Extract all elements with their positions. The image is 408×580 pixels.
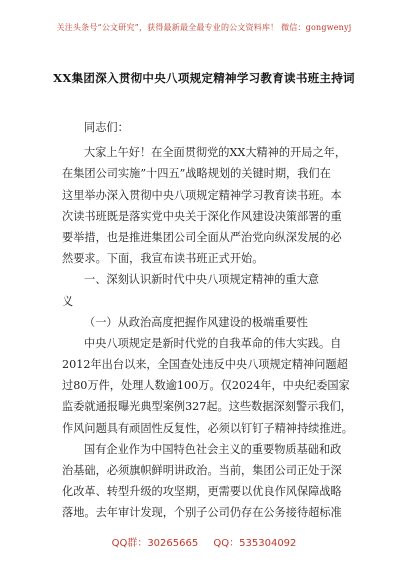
body-line: 过80万件，处理人数逾100万。仅2024年，中央纪委国家 (62, 379, 350, 393)
body-line: 化改革、转型升级的攻坚期，更需要以优良作风保障战略 (62, 485, 342, 499)
body-line: 落地。去年审计发现，个别子公司仍存在公务接待超标准 (62, 506, 342, 520)
body-line: 这里举办深入贯彻中央八项规定精神学习教育读书班。本 (62, 188, 342, 202)
body-line: 作风问题具有顽固性反复性，必须以钉钉子精神持续推进。 (62, 421, 353, 435)
document-body (62, 117, 358, 524)
body-line: 国有企业作为中国特色社会主义的重要物质基础和政 (84, 442, 342, 456)
body-line: 治基础，必须旗帜鲜明讲政治。当前，集团公司正处于深 (62, 464, 342, 477)
header-banner: 关注头条号“公文研究”，获得最新最全最专业的公文资料库！ 微信：gongwenyj (56, 23, 352, 32)
salutation: 同志们： (84, 121, 129, 134)
qq-contact-label: QQ：535304092 (213, 538, 297, 549)
body-line: 大家上午好！在全面贯彻党的XX大精神的开局之年， (84, 146, 347, 160)
body-line: 要举措，也是推进集团公司全面从严治党向纵深发展的必 (62, 230, 342, 244)
document-title: XX集团深入贯彻中央八项规定精神学习教育读书班主持词 (53, 71, 355, 85)
subsection-heading: （一）从政治高度把握作风建设的极端重要性 (84, 315, 308, 329)
qq-group-label: QQ群：30265665 (111, 538, 199, 549)
section-heading: 一、深刻认识新时代中央八项规定精神的重大意 (84, 273, 319, 287)
body-line: 2012年出台以来，全国查处违反中央八项规定精神问题超 (62, 358, 348, 372)
body-line: 中央八项规定是新时代党的自我革命的伟大实践。自 (84, 336, 342, 350)
body-line: 监委就通报曝光典型案例327起。这些数据深刻警示我们， (62, 400, 352, 414)
footer-contacts (0, 534, 408, 549)
body-line: 次读书班既是落实党中央关于深化作风建设决策部署的重 (62, 209, 342, 223)
section-heading-cont: 义 (62, 294, 74, 308)
body-line: 然要求。下面，我宣布读书班正式开始。 (62, 252, 264, 266)
body-line: 在集团公司实施”十四五”战略规划的关键时期，我们在 (62, 167, 331, 181)
